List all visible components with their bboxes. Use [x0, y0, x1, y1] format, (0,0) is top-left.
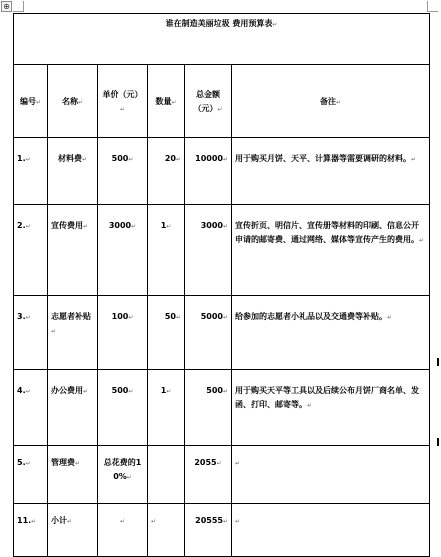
- cell-note: 给参加的志愿者小礼品以及交通费等补贴。↵: [232, 296, 430, 370]
- cell-name: 办公费用↵: [48, 370, 98, 446]
- cell-unit-price: 500↵: [98, 138, 148, 205]
- cell-unit-price: 100↵: [98, 296, 148, 370]
- cell-total: 10000↵: [185, 138, 232, 205]
- cell-note: 用于购买天平等工具以及后续公布月饼厂商名单、发函、打印、邮寄等。↵: [232, 370, 430, 446]
- page-edge-mark: [437, 438, 439, 446]
- cell-quantity: 1↵: [148, 205, 185, 296]
- table-row: [14, 446, 430, 504]
- cell-total: 20555↵: [185, 504, 232, 557]
- cell-index: 2.↵: [14, 205, 48, 296]
- cell-note: 宣传折页、明信片、宣传册等材料的印刷、信息公开申请的邮寄费、通过网络、媒体等宣传产生的费用。↵: [232, 205, 430, 296]
- cell-index: 4.↵: [14, 370, 48, 446]
- cell-name: 宣传费用↵: [48, 205, 98, 296]
- cell-name: 材料费↵: [48, 138, 98, 205]
- paragraph-mark: ↵: [272, 21, 278, 28]
- header-index: 编号↵: [14, 65, 48, 138]
- header-total: 总金额（元）↵: [185, 65, 232, 138]
- cell-note: ↵: [232, 504, 430, 557]
- cell-total: 500↵: [185, 370, 232, 446]
- table-row: [14, 205, 430, 296]
- cell-total: 3000↵: [185, 205, 232, 296]
- table-row: [14, 138, 430, 205]
- table-row: [14, 370, 430, 446]
- page-edge-mark: [437, 358, 439, 366]
- budget-table: [13, 13, 430, 557]
- page-corner-mark-top-left: [13, 1, 24, 12]
- table-move-handle-icon[interactable]: ⊕: [1, 1, 12, 12]
- cell-index: 1.↵: [14, 138, 48, 205]
- page-corner-mark-top-right: [427, 1, 438, 12]
- cell-index: 11.↵: [14, 504, 48, 557]
- cell-unit-price: 3000↵: [98, 205, 148, 296]
- cell-note: ↵: [232, 446, 430, 504]
- table-title-text: 谁在制造美丽垃圾 费用预算表: [165, 19, 273, 28]
- cell-name: 小计↵: [48, 504, 98, 557]
- cell-quantity: [148, 446, 185, 504]
- table-row: [14, 504, 430, 557]
- header-unit-price: 单价（元）↵: [98, 65, 148, 138]
- cell-name: 志愿者补贴↵: [48, 296, 98, 370]
- header-name: 名称↵: [48, 65, 98, 138]
- cell-quantity: ↵: [148, 504, 185, 557]
- cell-unit-price: 500↵: [98, 370, 148, 446]
- table-row: [14, 296, 430, 370]
- cell-quantity: 50↵: [148, 296, 185, 370]
- cell-note: 用于购买月饼、天平、计算器等需要调研的材料。↵: [232, 138, 430, 205]
- header-note: 备注↵: [232, 65, 430, 138]
- table-header-row: [14, 65, 430, 138]
- cell-total: 2055↵: [185, 446, 232, 504]
- cell-name: 管理费↵: [48, 446, 98, 504]
- cell-quantity: 20↵: [148, 138, 185, 205]
- cell-index: 5.↵: [14, 446, 48, 504]
- cell-index: 3.↵: [14, 296, 48, 370]
- cell-unit-price: 总花费的10%↵: [98, 446, 148, 504]
- header-quantity: 数量↵: [148, 65, 185, 138]
- cell-unit-price: ↵: [98, 504, 148, 557]
- cell-total: 5000↵: [185, 296, 232, 370]
- table-title: [14, 14, 430, 65]
- cell-quantity: 1↵: [148, 370, 185, 446]
